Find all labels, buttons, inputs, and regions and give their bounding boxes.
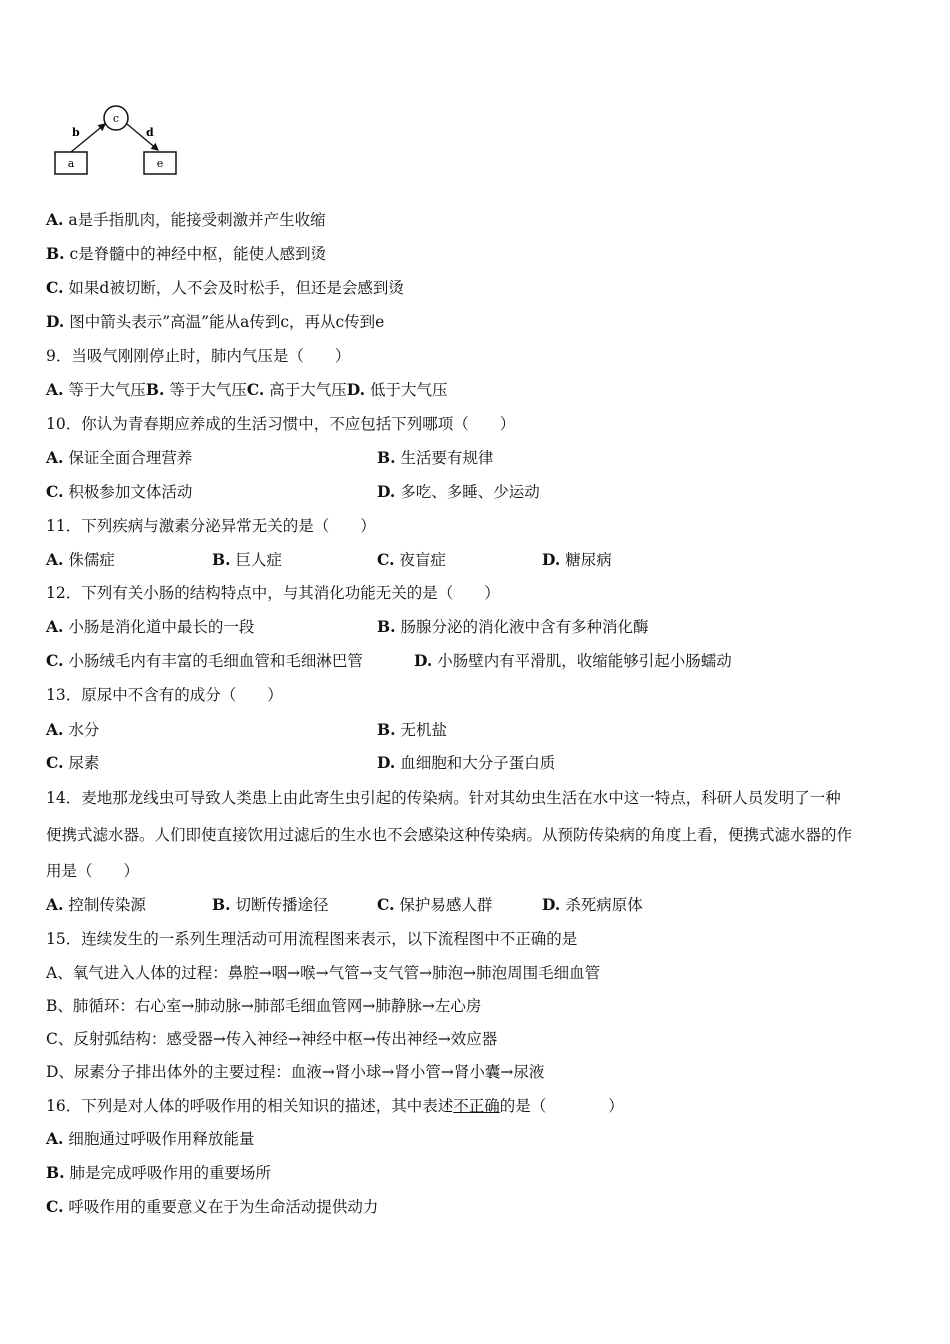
q12-stem: 12．下列有关小肠的结构特点中，与其消化功能无关的是（ ）	[46, 584, 500, 602]
node-e-label: e	[156, 157, 164, 170]
q15-option-a: A、氧气进入人体的过程：鼻腔→咽→喉→气管→支气管→肺泡→肺泡周围毛细血管	[46, 964, 601, 982]
q8-option-b: B. c是脊髓中的神经中枢，能使人感到烫	[46, 244, 327, 263]
q14-option-b: B. 切断传播途径	[212, 895, 329, 914]
node-a-label: a	[67, 157, 75, 170]
q14-stem-line-1: 14．麦地那龙线虫可导致人类患上由此寄生虫引起的传染病。针对其幼虫生活在水中这一特点，科研人员发明了一种	[46, 789, 841, 807]
q12-option-d: D. 小肠壁内有平滑肌，收缩能够引起小肠蠕动	[414, 651, 732, 670]
q13-option-d: D. 血细胞和大分子蛋白质	[377, 753, 556, 772]
q11-option-b: B. 巨人症	[212, 550, 282, 569]
q14-stem-line-3: 用是（ ）	[46, 862, 140, 880]
q15-option-b: B、肺循环：右心室→肺动脉→肺部毛细血管网→肺静脉→左心房	[46, 997, 482, 1015]
q15-option-c: C、反射弧结构：感受器→传入神经→神经中枢→传出神经→效应器	[46, 1030, 498, 1048]
q14-option-a: A. 控制传染源	[46, 895, 146, 914]
node-b-label: b	[72, 126, 80, 139]
q14-stem-line-2: 便携式滤水器。人们即使直接饮用过滤后的生水也不会感染这种传染病。从预防传染病的角度上看，便携式滤水器的作	[46, 826, 853, 844]
q10-stem: 10．你认为青春期应养成的生活习惯中，不应包括下列哪项（ ）	[46, 415, 516, 433]
q11-option-c: C. 夜盲症	[377, 550, 446, 569]
q8-option-c: C. 如果d被切断，人不会及时松手，但还是会感到烫	[46, 278, 404, 297]
q10-option-c: C. 积极参加文体活动	[46, 482, 193, 501]
q12-option-c: C. 小肠绒毛内有丰富的毛细血管和毛细淋巴管	[46, 651, 363, 670]
q16-option-a: A. 细胞通过呼吸作用释放能量	[46, 1129, 255, 1148]
q11-option-d: D. 糖尿病	[542, 550, 612, 569]
q15-stem: 15．连续发生的一系列生理活动可用流程图来表示，以下流程图中不正确的是	[46, 930, 578, 948]
q15-option-d: D、尿素分子排出体外的主要过程：血液→肾小球→肾小管→肾小囊→尿液	[46, 1063, 545, 1081]
q8-option-d: D. 图中箭头表示”高温”能从a传到c，再从c传到e	[46, 312, 385, 331]
q13-option-b: B. 无机盐	[377, 720, 447, 739]
q12-option-a: A. 小肠是消化道中最长的一段	[46, 617, 255, 636]
q13-option-c: C. 尿素	[46, 753, 100, 772]
q16-stem: 16．下列是对人体的呼吸作用的相关知识的描述，其中表述不正确的是（ ）	[46, 1097, 624, 1115]
q13-stem: 13．原尿中不含有的成分（ ）	[46, 686, 283, 704]
q16-option-b: B. 肺是完成呼吸作用的重要场所	[46, 1163, 271, 1182]
q9-stem: 9．当吸气刚刚停止时，肺内气压是（ ）	[46, 347, 351, 365]
q13-option-a: A. 水分	[46, 720, 100, 739]
reflex-arc-diagram	[50, 100, 185, 180]
q11-option-a: A. 侏儒症	[46, 550, 115, 569]
q12-option-b: B. 肠腺分泌的消化液中含有多种消化酶	[377, 617, 649, 636]
q9-options: A. 等于大气压B. 等于大气压C. 高于大气压D. 低于大气压	[46, 380, 448, 399]
q10-option-a: A. 保证全面合理营养	[46, 448, 193, 467]
node-c-label: c	[112, 112, 120, 125]
q14-option-c: C. 保护易感人群	[377, 895, 493, 914]
q14-option-d: D. 杀死病原体	[542, 895, 643, 914]
q10-option-d: D. 多吃、多睡、少运动	[377, 482, 540, 501]
node-d-label: d	[146, 126, 154, 139]
q11-stem: 11．下列疾病与激素分泌异常无关的是（ ）	[46, 517, 376, 535]
q10-option-b: B. 生活要有规律	[377, 448, 494, 467]
q16-option-c: C. 呼吸作用的重要意义在于为生命活动提供动力	[46, 1197, 379, 1216]
q8-option-a: A. a是手指肌肉，能接受刺激并产生收缩	[46, 210, 326, 229]
